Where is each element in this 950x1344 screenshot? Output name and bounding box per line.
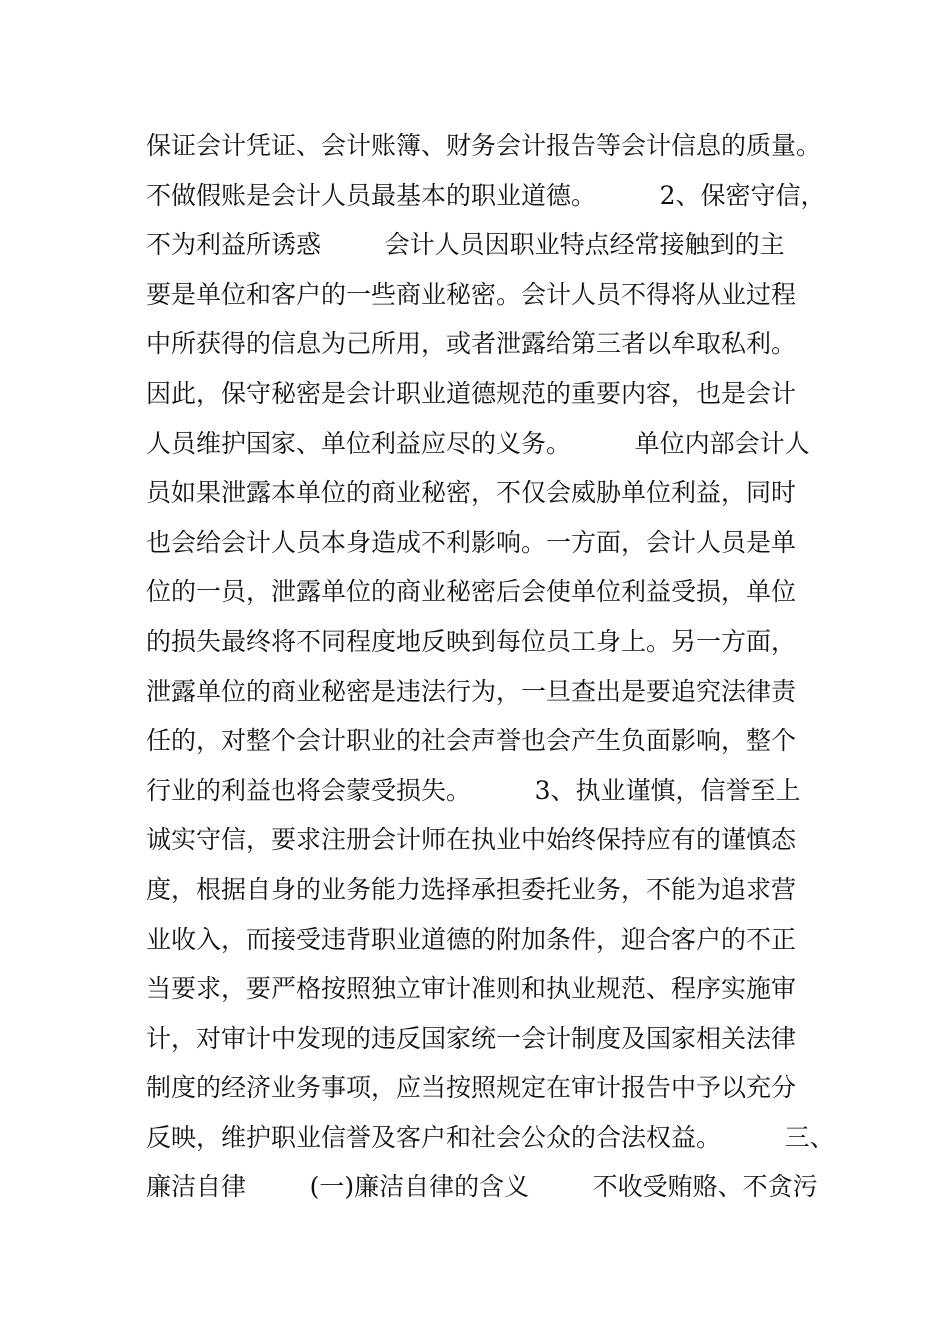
text-line: 泄露单位的商业秘密是违法行为，一旦查出是要追究法律责	[146, 676, 797, 706]
text-line: 要是单位和客户的一些商业秘密。会计人员不得将从业过程	[146, 279, 797, 309]
text-line: 中所获得的信息为己所用，或者泄露给第三者以牟取私利。	[146, 329, 797, 359]
text-line: 制度的经济业务事项，应当按照规定在审计报告中予以充分	[146, 1073, 797, 1103]
text-line: 廉洁自律 (一)廉洁自律的含义 不收受贿赂、不贪污	[146, 1172, 818, 1202]
text-line: 诚实守信，要求注册会计师在执业中始终保持应有的谨慎态	[146, 825, 797, 855]
text-line: 任的，对整个会计职业的社会声誉也会产生负面影响，整个	[146, 726, 797, 756]
text-line: 员如果泄露本单位的商业秘密，不仅会威胁单位利益，同时	[146, 478, 797, 508]
text-line: 度，根据自身的业务能力选择承担委托业务，不能为追求营	[146, 874, 797, 904]
text-line: 不做假账是会计人员最基本的职业道德。 2、保密守信，	[146, 180, 826, 210]
text-line: 保证会计凭证、会计账簿、财务会计报告等会计信息的质量。	[146, 131, 822, 160]
text-line: 也会给会计人员本身造成不利影响。一方面，会计人员是单	[146, 527, 797, 557]
text-line: 反映，维护职业信誉及客户和社会公众的合法权益。 三、	[146, 1122, 835, 1152]
body-text	[146, 121, 836, 1212]
text-line: 位的一员，泄露单位的商业秘密后会使单位利益受损，单位	[146, 577, 797, 607]
text-line: 人员维护国家、单位利益应尽的义务。 单位内部会计人	[146, 428, 810, 458]
text-line: 的损失最终将不同程度地反映到每位员工身上。另一方面，	[146, 626, 797, 656]
text-line: 行业的利益也将会蒙受损失。 3、执业谨慎，信誉至上	[146, 775, 801, 805]
text-line: 因此，保守秘密是会计职业道德规范的重要内容，也是会计	[146, 378, 797, 408]
text-line: 不为利益所诱惑 会计人员因职业特点经常接触到的主	[146, 230, 785, 260]
text-line: 业收入，而接受违背职业道德的附加条件，迎合客户的不正	[146, 924, 797, 954]
text-line: 计，对审计中发现的违反国家统一会计制度及国家相关法律	[146, 1023, 797, 1053]
text-line: 当要求，要严格按照独立审计准则和执业规范、程序实施审	[146, 974, 797, 1004]
